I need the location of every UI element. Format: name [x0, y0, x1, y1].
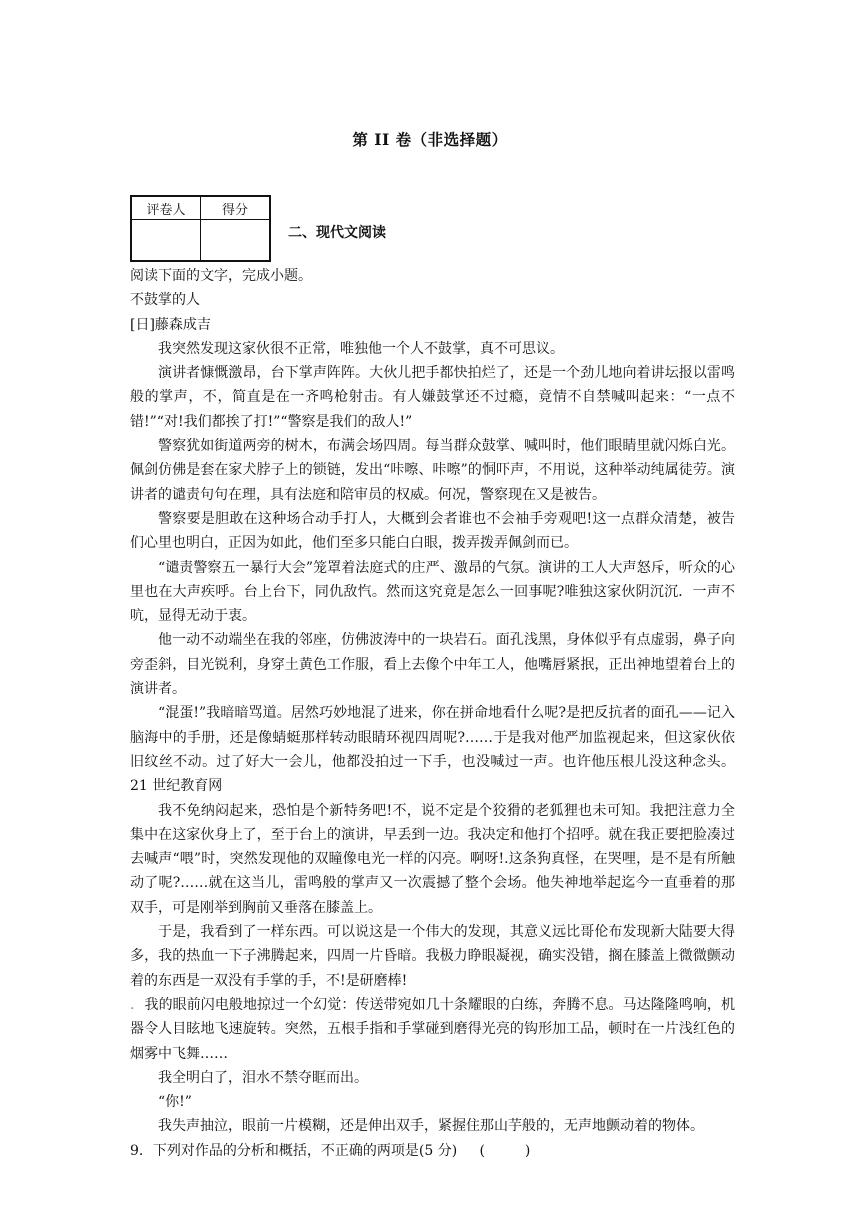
- paragraph: “你!”: [158, 1094, 192, 1111]
- answer-bracket-close: ): [524, 1142, 531, 1159]
- score-cell: [201, 220, 271, 262]
- score-table: [130, 195, 271, 262]
- grader-header: 评卷人: [131, 196, 201, 220]
- paragraph: 警察犹如街道两旁的树木，布满会场四周。每当群众鼓掌、喊叫时，他们眼睛里就闪烁白光。佩剑仿佛是套在家犬脖子上的锁链，发出“咔嚓、咔嚓”的恫吓声，不用说，这种举动纯属徒劳。演讲者的谴责句句在理，具有法庭和陪审员的权威。何况，警察现在又是被告。: [130, 438, 735, 503]
- paragraph: 我失声抽泣，眼前一片模糊，还是伸出双手，紧握住那山芋般的，无声地颤动着的物体。: [158, 1118, 704, 1135]
- answer-bracket-open: (: [479, 1142, 485, 1159]
- grader-cell: [131, 220, 201, 262]
- stray-mark: .: [130, 996, 135, 1013]
- paragraph: 我不免纳闷起来，恐怕是个新特务吧!不，说不定是个狡猾的老狐狸也未可知。我把注意力全集中在这家伙身上了，至于台上的演讲，早丢到一边。我决定和他打个招呼。就在我正要把脸凑过去喊声“喂”时，突然发现他的双瞳像电光一样的闪亮。啊呀!.这条狗真怪，在哭哩，是不是有所触动了呢?……就在这当儿，雷鸣般的掌声又一次震撼了整个会场。他失神地举起迄今一直垂着的那双手，可是刚举到胸前又垂落在膝盖上。: [130, 802, 735, 916]
- paragraph-text: 我的眼前闪电般地掠过一个幻觉：传送带宛如几十条耀眼的白练，奔腾不息。马达隆隆鸣响，机器令人目眩地飞速旋转。突然，五根手指和手掌碰到磨得光亮的钩形加工品，顿时在一片浅红色的烟雾中飞舞……: [130, 996, 735, 1062]
- paragraph: 演讲者慷慨激昂，台下掌声阵阵。大伙儿把手都快拍烂了，还是一个劲儿地向着讲坛报以雷鸣般的掌声，不，简直是在一齐鸣枪射击。有人嫌鼓掌还不过瘾，竟情不自禁喊叫起来：“一点不错!”“对!我们都挨了打!”“警察是我们的敌人!”: [130, 365, 735, 430]
- paragraph: 于是，我看到了一样东西。可以说这是一个伟大的发现，其意义远比哥伦布发现新大陆要大得多，我的热血一下子沸腾起来，四周一片昏暗。我极力睁眼凝视，确实没错，搁在膝盖上微微颤动着的东西是一双没有手掌的手，不!是研磨棒!: [130, 924, 735, 989]
- instruction: 阅读下面的文字，完成小题。: [130, 268, 312, 284]
- score-header: 得分: [201, 196, 271, 220]
- reading-passage: [130, 264, 735, 1163]
- part-title: 第 II 卷（非选择题）: [352, 130, 508, 149]
- paragraph: 他一动不动端坐在我的邻座，仿佛波涛中的一块岩石。面孔浅黑，身体似乎有点虚弱，鼻子向旁歪斜，目光锐利，身穿土黄色工作服，看上去像个中年工人，他嘴唇紧抿，正出神地望着台上的演讲者。: [130, 632, 735, 698]
- paragraph: 我突然发现这家伙很不正常，唯独他一个人不鼓掌，真不可思议。: [158, 340, 564, 357]
- paragraph: [130, 993, 735, 1066]
- author: [日]藤森成吉: [130, 316, 211, 333]
- paragraph: 我全明白了，泪水不禁夺眶而出。: [158, 1069, 368, 1086]
- story-title: 不鼓掌的人: [130, 292, 200, 309]
- section-heading: 二、现代文阅读: [288, 225, 386, 241]
- question-text: 9．下列对作品的分析和概括，不正确的两项是(5 分): [130, 1142, 458, 1159]
- question: [130, 1139, 735, 1163]
- paragraph: “混蛋!”我暗暗骂道。居然巧妙地混了进来，你在拼命地看什么呢?是把反抗者的面孔——记入脑海中的手册，还是像蜻蜓那样转动眼睛环视四周呢?……于是我对他严加监视起来，但这家伙依旧纹丝不动。过了好大一会儿，他都没拍过一下手，也没喊过一声。也许他压根儿没这种念头。21 世纪教育网: [130, 705, 735, 795]
- paragraph: 警察要是胆敢在这种场合动手打人，大概到会者谁也不会袖手旁观吧!这一点群众清楚，被告们心里也明白，正因为如此，他们至多只能白白眼，拨弄拨弄佩剑而已。: [130, 510, 735, 552]
- paragraph: “谴责警察五一暴行大会”笼罩着法庭式的庄严、激昂的气氛。演讲的工人大声怒斥，听众的心里也在大声疾呼。台上台下，同仇敌忾。然而这究竟是怎么一回事呢?唯独这家伙阴沉沉．一声不吭，显得无动于衷。: [130, 559, 735, 625]
